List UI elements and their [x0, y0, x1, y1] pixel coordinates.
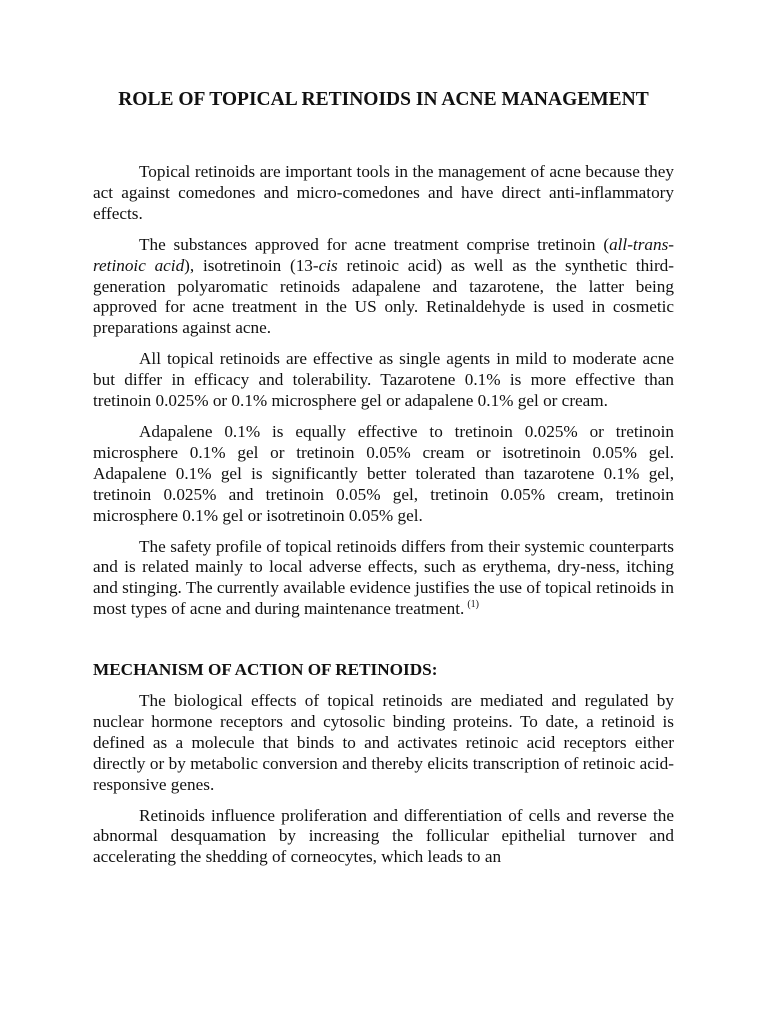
- paragraph-text: ), isotretinoin (13-: [184, 255, 319, 275]
- paragraph-proliferation: Retinoids influence proliferation and differentiation of cells and reverse the abnormal desquamation by increasing the follicular epithelial turnover and accelerating the shedding of corneocytes, which leads to an: [93, 805, 674, 867]
- paragraph-efficacy: All topical retinoids are effective as single agents in mild to moderate acne but differ in efficacy and tolerability. Tazarotene 0.1% is more effective than tretinoin 0.025% or 0.1% microsphere gel or adapalene 0.1% gel or cream.: [93, 349, 674, 411]
- section-heading: MECHANISM OF ACTION OF RETINOIDS:: [93, 660, 438, 680]
- paragraph-text: The substances approved for acne treatment comprise tretinoin (: [139, 234, 610, 254]
- paragraph-text: retinoic acid) as well as the synthetic third-generation polyaromatic retinoids adapalene and tazarotene, the latter being approved for acne treatment in the US only. Retinaldehyde is used in cosmetic preparations against acne.: [93, 255, 675, 338]
- document-page: [93, 88, 674, 878]
- reference-superscript: (1): [467, 599, 479, 611]
- paragraph-adapalene: Adapalene 0.1% is equally effective to tretinoin 0.025% or tretinoin microsphere 0.1% gel or tretinoin 0.05% cream or isotretinoin 0.05% gel. Adapalene 0.1% gel is significantly better tolerated than tazarotene 0.1% gel, tretinoin 0.025% and tretinoin 0.05% gel, tretinoin 0.05% cream, tretinoin microsphere 0.1% gel or isotretinoin 0.05% gel.: [93, 421, 674, 525]
- paragraph-text: The safety profile of topical retinoids differs from their systemic counterparts and is related mainly to local adverse effects, such as erythema, dry-ness, itching and stinging. The currently available evidence justifies the use of topical retinoids in most types of acne and during maintenance treatment.: [93, 536, 674, 619]
- paragraph-mechanism: The biological effects of topical retinoids are mediated and regulated by nuclear hormone receptors and cytosolic binding proteins. To date, a retinoid is defined as a molecule that binds to and activates retinoic acid receptors either directly or by metabolic conversion and thereby elicits transcription of retinoic acid-responsive genes.: [93, 691, 674, 794]
- document-title: ROLE OF TOPICAL RETINOIDS IN ACNE MANAGEMENT: [118, 89, 649, 110]
- paragraph-safety: [93, 537, 674, 621]
- paragraph-approved-substances: [93, 235, 674, 340]
- italic-term: cis: [318, 255, 338, 275]
- paragraph-intro: Topical retinoids are important tools in the management of acne because they act against comedones and micro-comedones and have direct anti-inflammatory effects.: [93, 162, 674, 223]
- italic-term: all-trans-retinoic acid: [93, 234, 674, 275]
